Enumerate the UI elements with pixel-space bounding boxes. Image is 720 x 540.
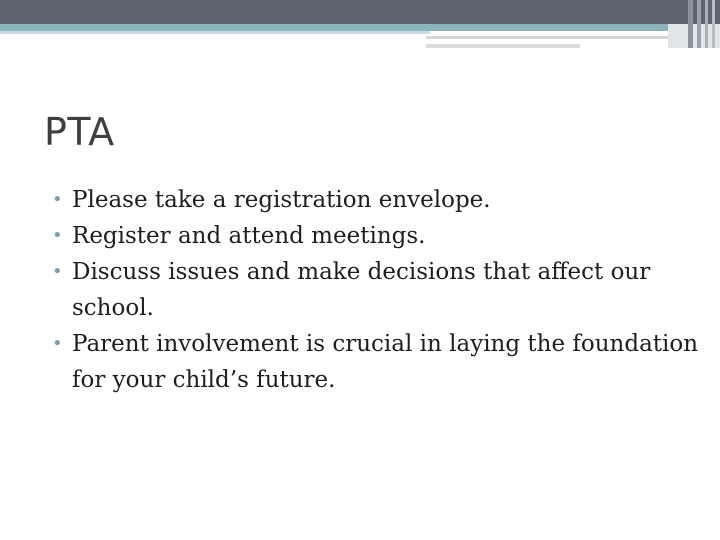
corner-stripe — [705, 0, 708, 48]
bullet-list — [52, 182, 702, 398]
top-banner-dark — [0, 0, 720, 24]
bullet-icon: • — [52, 261, 63, 282]
bullet-icon: • — [52, 333, 63, 354]
bullet-text: Discuss issues and make decisions that affect our school. — [72, 259, 651, 321]
slide-title: PTA — [44, 110, 115, 154]
bullet-item — [52, 254, 702, 326]
bullet-item — [52, 326, 702, 398]
corner-stripe — [688, 0, 693, 48]
bullet-text: Parent involvement is crucial in laying the foundation for your child’s future. — [72, 331, 699, 393]
bullet-item — [52, 182, 702, 218]
decorative-line — [426, 36, 668, 39]
top-banner-accent — [0, 31, 430, 34]
top-banner-teal — [0, 24, 720, 31]
corner-stripe — [697, 0, 701, 48]
decorative-line — [426, 44, 580, 48]
bullet-item — [52, 218, 702, 254]
bullet-text: Register and attend meetings. — [72, 223, 426, 249]
bullet-icon: • — [52, 189, 63, 210]
bullet-icon: • — [52, 225, 63, 246]
bullet-text: Please take a registration envelope. — [72, 187, 491, 213]
corner-stripe — [712, 0, 715, 48]
